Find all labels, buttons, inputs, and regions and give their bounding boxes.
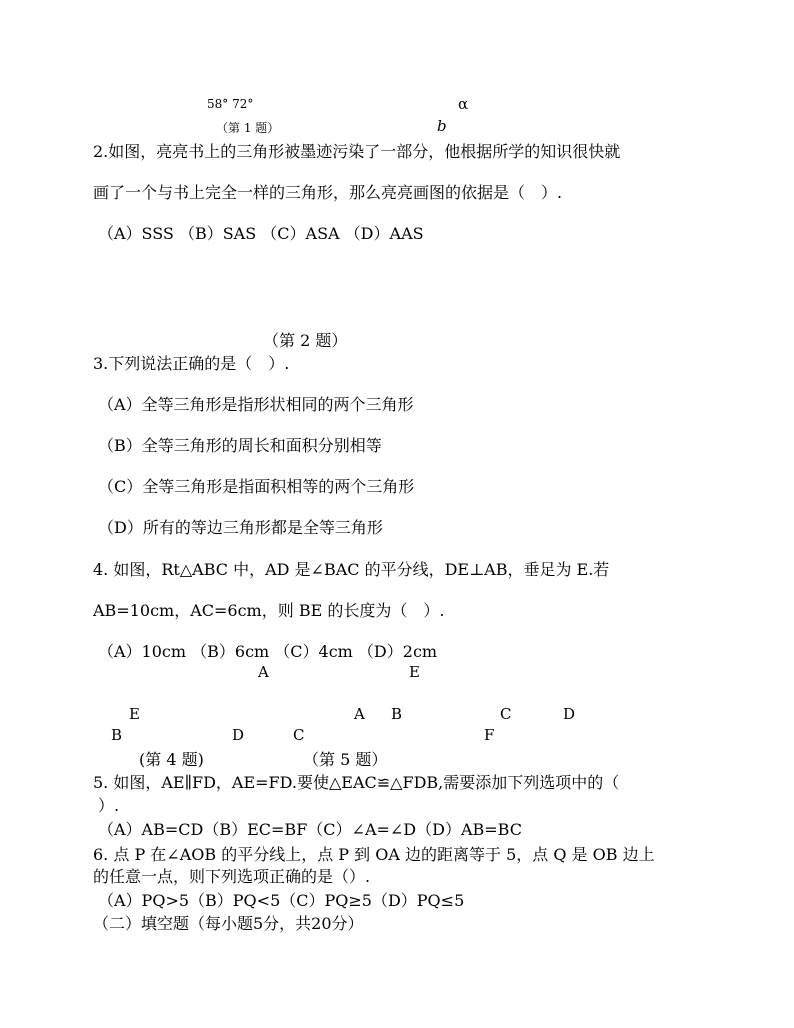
q5-line1: 5. 如图，AE∥FD，AE=FD.要使△EAC≌△FDB,需要添加下列选项中的（ (93, 773, 620, 792)
q3-option-a: （A）全等三角形是指形状相同的两个三角形 (98, 395, 414, 414)
fig5-label-B: B (391, 705, 403, 723)
fig1-caption: （第 1 题） (216, 121, 280, 135)
q4-line2: AB=10cm，AC=6cm，则 BE 的长度为（ ）. (93, 601, 445, 620)
q2-options: （A）SSS （B）SAS （C）ASA （D）AAS (98, 224, 424, 243)
fig4-caption: (第 4 题) (139, 750, 204, 769)
q2-caption: （第 2 题） (263, 331, 348, 350)
fig4-label-D: D (232, 726, 245, 744)
fig1-alpha-label: α (458, 95, 469, 113)
q2-line2: 画了一个与书上完全一样的三角形，那么亮亮画图的依据是（ ）. (93, 183, 563, 202)
q4-options: （A）10cm （B）6cm （C）4cm （D）2cm (98, 642, 438, 661)
fig5-caption: （第 5 题） (303, 750, 388, 769)
fig5-label-C: C (500, 705, 512, 723)
q3-option-c: （C）全等三角形是指面积相等的两个三角形 (98, 477, 415, 496)
q5-line2: ）. (98, 796, 120, 815)
fig5-label-A: A (354, 705, 365, 723)
fig4-label-B: B (111, 726, 123, 744)
q6-line1: 6. 点 P 在∠AOB 的平分线上，点 P 到 OA 边的距离等于 5，点 Q 是 OB 边上 (93, 845, 655, 864)
q6-line2: 的任意一点，则下列选项正确的是（）. (93, 867, 371, 886)
q5-options: （A）AB=CD（B）EC=BF（C）∠A=∠D（D）AB=BC (98, 820, 522, 839)
q3-stem: 3.下列说法正确的是（ ）. (93, 354, 290, 373)
q3-option-b: （B）全等三角形的周长和面积分别相等 (98, 436, 382, 455)
fig4-label-E: E (129, 705, 140, 723)
section-fill-in-heading: （二）填空题（每小题5分，共20分） (93, 914, 364, 933)
fig1-angle-labels: 58° 72° (207, 97, 254, 111)
fig4-label-C: C (293, 726, 305, 744)
fig5-label-D: D (563, 705, 576, 723)
q2-line1: 2.如图，亮亮书上的三角形被墨迹污染了一部分，他根据所学的知识很快就 (93, 142, 621, 161)
q6-options: （A）PQ>5（B）PQ<5（C）PQ≥5（D）PQ≤5 (98, 891, 465, 910)
fig4-label-A: A (258, 663, 269, 681)
fig5-label-F: F (484, 726, 495, 744)
q3-option-d: （D）所有的等边三角形都是全等三角形 (98, 518, 383, 537)
fig5-label-E: E (409, 663, 420, 681)
fig1-b-label: b (437, 117, 447, 135)
q4-line1: 4. 如图，Rt△ABC 中，AD 是∠BAC 的平分线，DE⊥AB，垂足为 E.若 (93, 560, 610, 579)
